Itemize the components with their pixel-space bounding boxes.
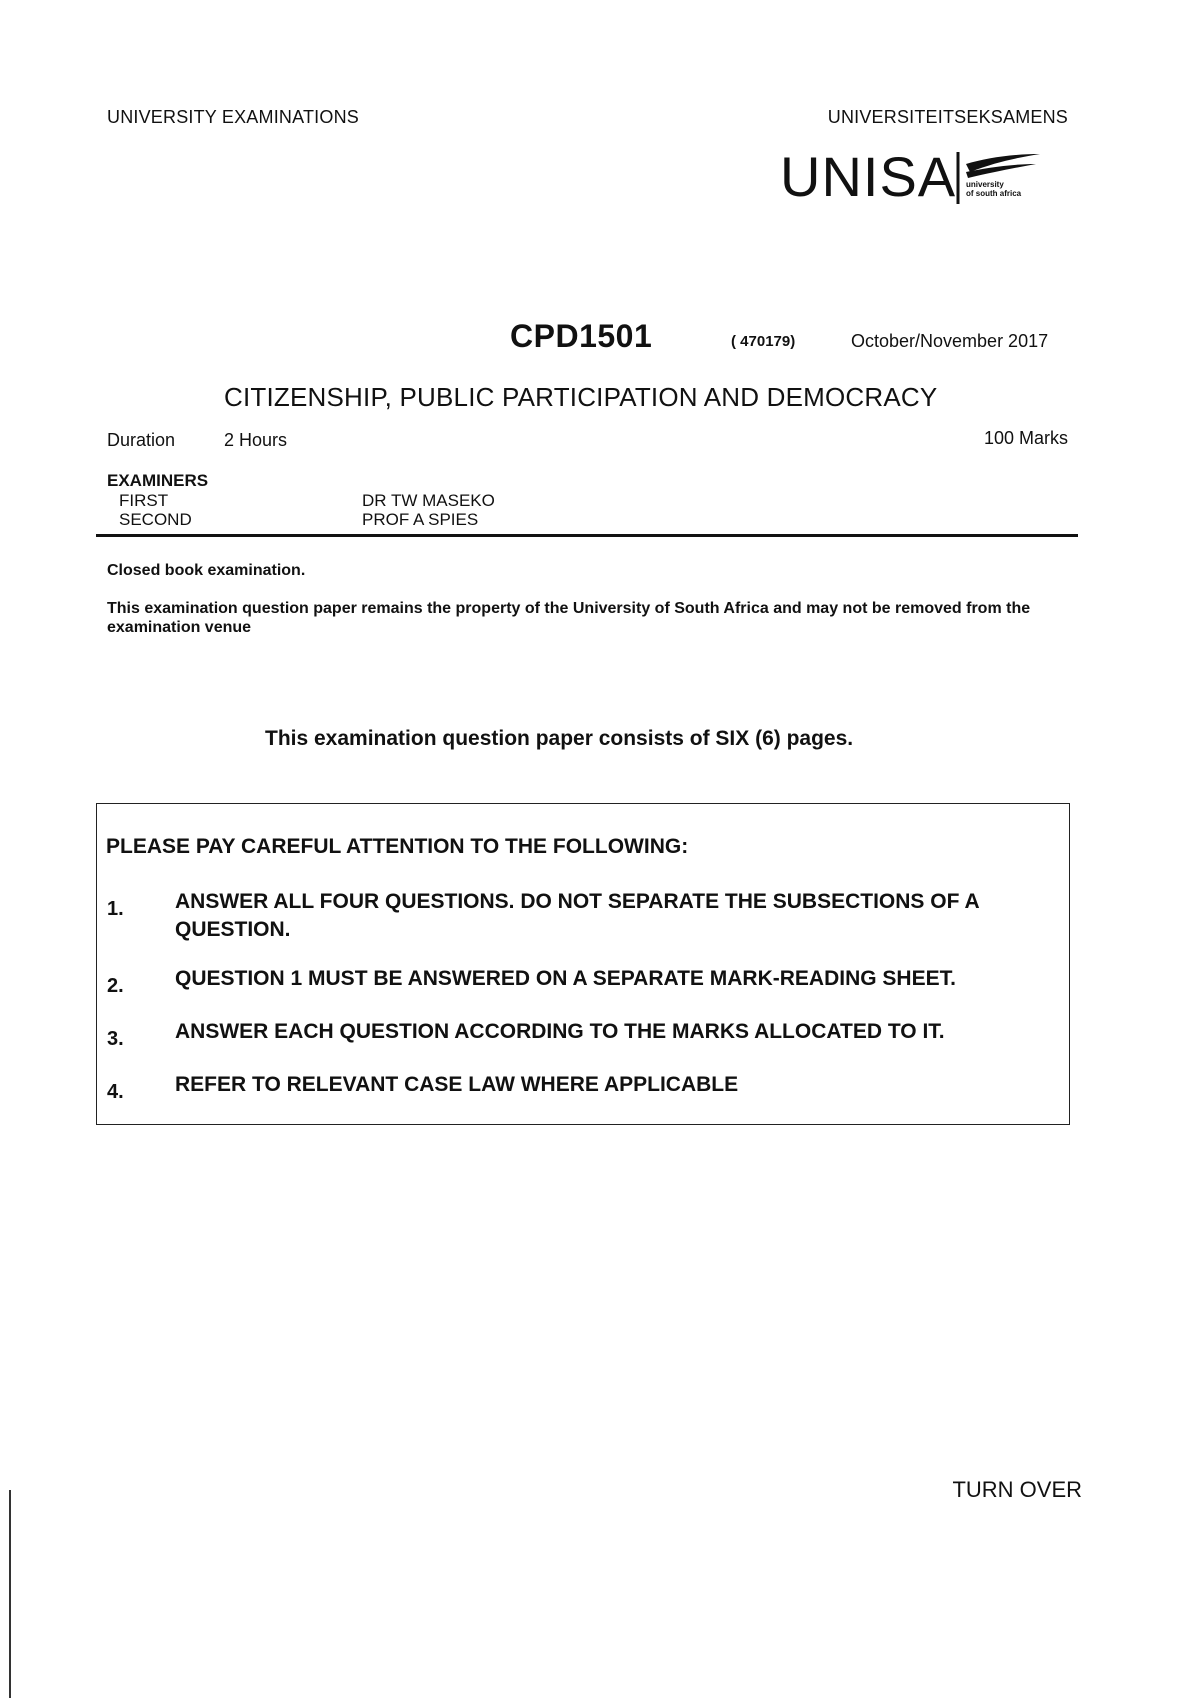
examiners-heading: EXAMINERS xyxy=(107,471,209,490)
turn-over-label: TURN OVER xyxy=(952,1477,1082,1502)
instruction-text: ANSWER ALL FOUR QUESTIONS. DO NOT SEPARATE THE SUBSECTIONS OF A QUESTION. xyxy=(175,890,979,941)
module-code: CPD1501 xyxy=(510,318,653,354)
instruction-text: REFER TO RELEVANT CASE LAW WHERE APPLICABLE xyxy=(175,1073,739,1096)
module-title: CITIZENSHIP, PUBLIC PARTICIPATION AND DEMOCRACY xyxy=(224,382,938,412)
instruction-text: ANSWER EACH QUESTION ACCORDING TO THE MARKS ALLOCATED TO IT. xyxy=(175,1020,945,1043)
paper-reference: ( 470179) xyxy=(731,333,796,350)
first-examiner-label: FIRST xyxy=(119,491,169,510)
instruction-number: 3. xyxy=(107,1028,124,1050)
logo-subtitle xyxy=(966,180,1021,198)
logo-wordmark: UNISA xyxy=(780,145,957,208)
second-examiner-label: SECOND xyxy=(119,510,192,529)
second-examiner-name: PROF A SPIES xyxy=(362,510,479,529)
instruction-text: QUESTION 1 MUST BE ANSWERED ON A SEPARATE MARK-READING SHEET. xyxy=(175,967,956,990)
instruction-number: 4. xyxy=(107,1081,124,1103)
duration-value: 2 Hours xyxy=(224,430,288,450)
header-universiteitseksamens: UNIVERSITEITSEKSAMENS xyxy=(827,107,1068,127)
instruction-number: 1. xyxy=(107,898,124,920)
duration-label: Duration xyxy=(107,430,176,450)
header-divider xyxy=(96,534,1078,537)
header-university-examinations: UNIVERSITY EXAMINATIONS xyxy=(107,107,359,127)
closed-book-note: Closed book examination. xyxy=(107,562,306,579)
total-marks: 100 Marks xyxy=(983,428,1068,448)
exam-session: October/November 2017 xyxy=(851,331,1049,351)
page-count-note: This examination question paper consists of SIX (6) pages. xyxy=(265,727,854,750)
logo-subtitle-line1: university xyxy=(966,180,1004,189)
property-note: This examination question paper remains the property of the University of South Africa and may not be removed from the examination venue xyxy=(107,600,1031,636)
logo-subtitle-line2: of south africa xyxy=(966,189,1022,198)
instruction-number: 2. xyxy=(107,975,124,997)
instructions-heading: PLEASE PAY CAREFUL ATTENTION TO THE FOLLOWING: xyxy=(106,835,689,858)
first-examiner-name: DR TW MASEKO xyxy=(362,491,495,510)
scan-margin-line xyxy=(9,1490,11,1698)
